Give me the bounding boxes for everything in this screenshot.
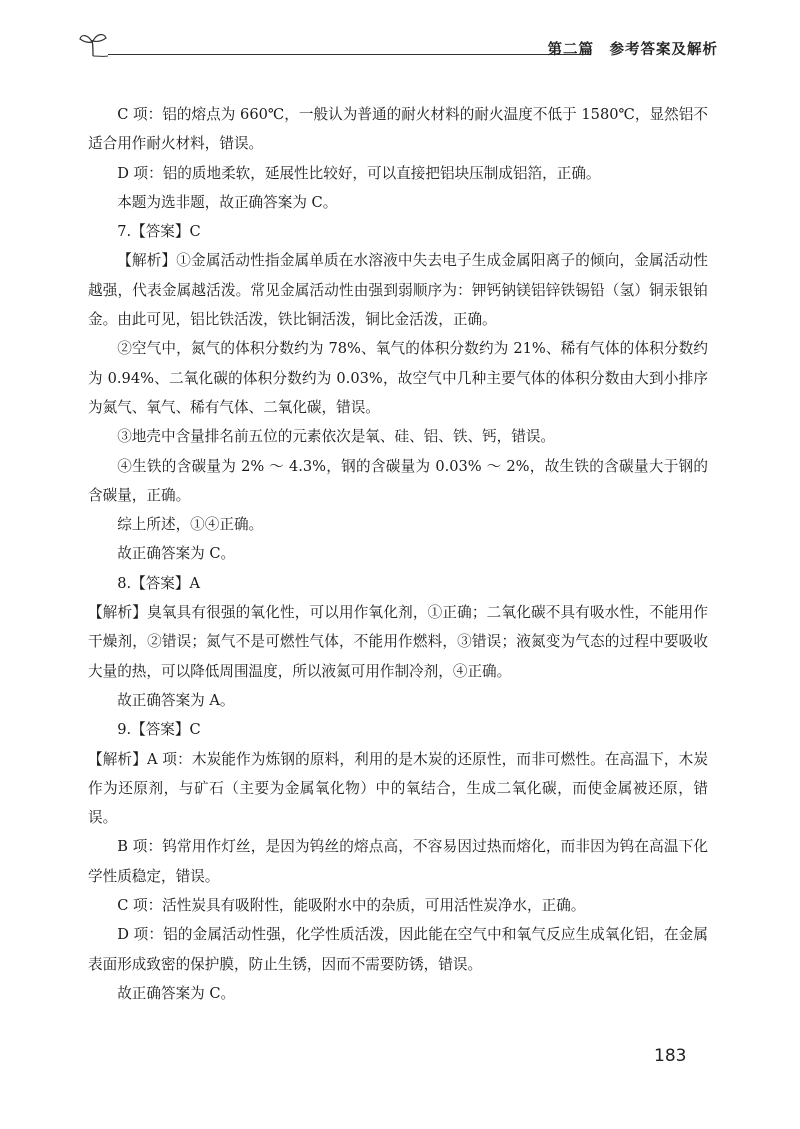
page-number: 183 — [654, 1046, 687, 1066]
running-header — [78, 24, 718, 64]
paragraph-c-option-melting-point: C 项：铝的熔点为 660℃，一般认为普通的耐火材料的耐火温度不低于 1580℃，显然铝不适合用作耐火材料，错误。 — [88, 106, 708, 153]
explanation-7-summary: 综上所述，①④正确。 — [117, 516, 264, 534]
header-rule — [108, 54, 590, 55]
answer-8-conclusion: 故正确答案为 A。 — [117, 691, 235, 709]
answer-heading-7: 7.【答案】C — [117, 223, 201, 241]
explanation-7-crust-elements: ③地壳中含量排名前五位的元素依次是氧、硅、铝、铁、钙，错误。 — [117, 428, 556, 446]
paragraph-q6-conclusion: 本题为选非题，故正确答案为 C。 — [117, 193, 338, 211]
answer-heading-8: 8.【答案】A — [117, 574, 201, 592]
explanation-9-d-option: D 项：铝的金属活动性强，化学性质活泼，因此能在空气中和氧气反应生成氧化铝，在金属表面形成致密的保护膜，防止生锈，因而不需要防锈，错误。 — [88, 926, 708, 973]
explanation-7-carbon-content: ④生铁的含碳量为 2% ～ 4.3%，钢的含碳量为 0.03% ～ 2%，故生铁的含碳量大于钢的含碳量，正确。 — [88, 457, 708, 504]
explanation-8: 【解析】臭氧具有很强的氧化性，可以用作氧化剂，①正确；二氧化碳不具有吸水性，不能用作干燥剂，②错误；氮气不是可燃性气体，不能用作燃料，③错误；液氮变为气态的过程中要吸收大量的热，可以降低周围温度，所以液氮可用作制冷剂，④正确。 — [88, 604, 708, 680]
sprout-icon — [78, 30, 108, 58]
explanation-9-a-option: 【解析】A 项：木炭能作为炼钢的原料，利用的是木炭的还原性，而非可燃性。在高温下，木炭作为还原剂，与矿石（主要为金属氧化物）中的氧结合，生成二氧化碳，而使金属被还原，错误。 — [88, 750, 708, 827]
explanation-7-metal-activity: 【解析】①金属活动性指金属单质在水溶液中失去电子生成金属阳离子的倾向，金属活动性越强，代表金属越活泼。常见金属活动性由强到弱顺序为：钾钙钠镁铝锌铁锡铅（氢）铜汞银铂金。由此可见，铝比铁活泼，铁比铜活泼，铜比金活泼，正确。 — [88, 252, 708, 329]
header-title: 第二篇 参考答案及解析 — [547, 42, 718, 58]
answer-7-conclusion: 故正确答案为 C。 — [117, 545, 236, 563]
answer-heading-9: 9.【答案】C — [117, 721, 201, 739]
answer-9-conclusion: 故正确答案为 C。 — [117, 984, 236, 1002]
answer-text-body — [88, 100, 708, 1008]
explanation-7-air-composition: ②空气中，氮气的体积分数约为 78%、氧气的体积分数约为 21%、稀有气体的体积分数约为 0.94%、二氧化碳的体积分数约为 0.03%，故空气中几种主要气体的体积分数由大到小排序为氮气、氧气、稀有气体、二氧化碳，错误。 — [88, 340, 708, 416]
explanation-9-b-option: B 项：钨常用作灯丝，是因为钨丝的熔点高，不容易因过热而熔化，而非因为钨在高温下化学性质稳定，错误。 — [88, 838, 708, 885]
explanation-9-c-option: C 项：活性炭具有吸附性，能吸附水中的杂质，可用活性炭净水，正确。 — [117, 897, 586, 915]
paragraph-d-option-ductility: D 项：铝的质地柔软，延展性比较好，可以直接把铝块压制成铝箔，正确。 — [117, 164, 601, 182]
